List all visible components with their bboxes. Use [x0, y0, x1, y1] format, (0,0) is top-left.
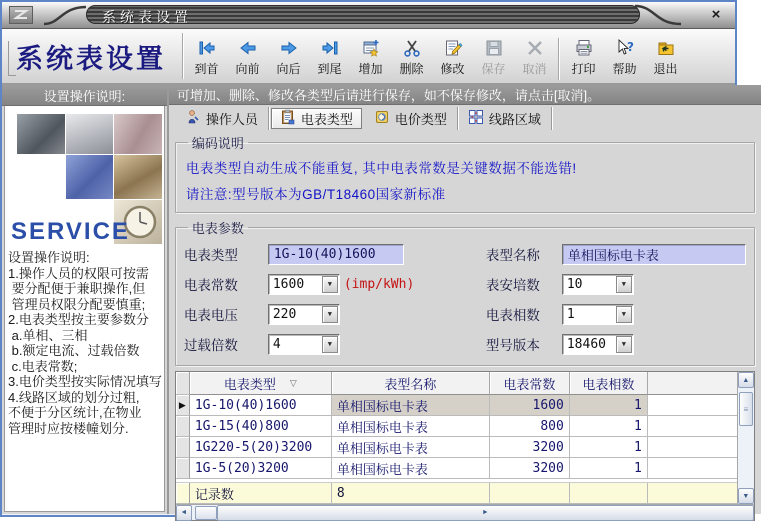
voltage-label: 电表电压 — [183, 308, 238, 323]
scroll-left-icon[interactable]: ◄ — [176, 505, 192, 521]
vertical-scroll-thumb[interactable]: ≡ — [739, 392, 753, 426]
grid-corner-cell — [176, 372, 190, 395]
meter-constant-unit: (imp/kWh) — [343, 276, 415, 292]
grid-header-constant[interactable]: 电表常数 — [490, 372, 570, 395]
dropdown-arrow-icon[interactable]: ▼ — [322, 336, 338, 353]
horizontal-scrollbar[interactable] — [176, 504, 754, 520]
collage-caliper-image — [114, 114, 162, 154]
svg-text:?: ? — [626, 39, 634, 54]
add-icon — [360, 37, 382, 59]
last-icon — [319, 37, 341, 59]
help-icon — [614, 37, 636, 59]
region-diagram-icon — [468, 109, 484, 128]
encoding-groupbox — [175, 133, 755, 213]
record-count-value: 8 — [332, 483, 490, 504]
horizontal-scroll-thumb[interactable] — [195, 506, 217, 520]
model-version-label: 型号版本 — [485, 338, 540, 353]
meter-params-groupbox — [175, 218, 755, 366]
instructions-text: 设置操作说明: 1.操作人员的权限可按需 要分配便于兼职操作,但 管理员权限分配要慎重; 2.电表类型按主要参数分 a.单相、三相 b.额定电流、过载倍数 c.电表常数; 3.电价类型按实际情况填写 4.线路区域的划分过粗, 不便于分区统计,在物业 管理时应按楼幢划分. — [8, 250, 162, 436]
window-title: 系统表设置 — [102, 9, 192, 25]
grid-header-model-name[interactable]: 表型名称 — [332, 372, 490, 395]
header-separator — [182, 33, 184, 79]
next-icon — [278, 37, 300, 59]
overload-select[interactable]: 4 ▼ — [268, 334, 340, 355]
left-panel-content — [4, 106, 165, 512]
scroll-right-icon[interactable]: ► — [217, 505, 754, 521]
add-button[interactable]: 增加 — [350, 37, 391, 77]
table-row[interactable]: 1G-15(40)800 单相国标电卡表 800 1 — [176, 416, 737, 437]
prev-button[interactable]: 向前 — [227, 37, 268, 77]
meter-type-label: 电表类型 — [183, 248, 238, 263]
tab-bar — [169, 105, 761, 130]
dropdown-arrow-icon[interactable]: ▼ — [322, 276, 338, 293]
vertical-scrollbar[interactable] — [737, 372, 754, 504]
app-logo-icon — [9, 6, 33, 24]
print-button[interactable]: 打印 — [563, 37, 604, 77]
collage-money-image — [114, 155, 162, 199]
tab-price-type[interactable]: 电价类型 — [364, 107, 458, 130]
service-label: SERVICE — [11, 218, 130, 245]
overload-label: 过载倍数 — [183, 338, 238, 353]
collage-pen-image — [66, 114, 113, 154]
right-panel — [169, 85, 761, 514]
grid-header-filler — [648, 372, 737, 395]
service-collage-image — [5, 106, 164, 246]
meter-type-grid — [175, 371, 755, 521]
dropdown-arrow-icon[interactable]: ▼ — [616, 336, 632, 353]
edit-button[interactable]: 修改 — [432, 37, 473, 77]
next-button[interactable]: 向后 — [268, 37, 309, 77]
grid-header-row — [176, 372, 737, 395]
collage-keyboard-image — [66, 155, 113, 199]
edit-icon — [442, 37, 464, 59]
table-row[interactable]: 1G220-5(20)3200 单相国标电卡表 3200 1 — [176, 437, 737, 458]
help-button[interactable]: ? 帮助 — [604, 37, 645, 77]
amperage-select[interactable]: 10 ▼ — [562, 274, 634, 295]
model-name-input[interactable]: 单相国标电卡表 — [562, 244, 746, 265]
encoding-note-line2: 请注意:型号版本为GB/T18460国家新标准 — [185, 187, 446, 202]
exit-button[interactable]: 退出 — [645, 37, 686, 77]
sort-desc-icon: ▽ — [289, 377, 297, 388]
tab-line-region[interactable]: 线路区域 — [458, 107, 552, 130]
meter-params-groupbox-title: 电表参数 — [191, 221, 244, 236]
titlebar — [2, 2, 735, 29]
record-count-row — [176, 483, 737, 504]
print-icon — [573, 37, 595, 59]
amperage-label: 表安培数 — [485, 278, 540, 293]
left-panel — [2, 85, 169, 514]
toolbar-separator — [558, 38, 560, 80]
save-icon — [483, 37, 505, 59]
first-button[interactable]: 到首 — [186, 37, 227, 77]
left-panel-header: 设置操作说明: — [2, 85, 167, 106]
meter-constant-select[interactable]: 1600 ▼ — [268, 274, 340, 295]
table-row[interactable]: 1G-5(20)3200 单相国标电卡表 3200 1 — [176, 458, 737, 479]
encoding-groupbox-title: 编码说明 — [191, 136, 244, 151]
notice-bar: 可增加、删除、修改各类型后请进行保存，如不保存修改，请点击[取消]。 — [169, 85, 761, 105]
encoding-note-line1: 电表类型自动生成不能重复, 其中电表常数是关键数据不能选错! — [185, 161, 577, 176]
last-button[interactable]: 到尾 — [309, 37, 350, 77]
cancel-icon — [524, 37, 546, 59]
toolbar — [186, 33, 686, 80]
meter-type-input[interactable]: 1G-10(40)1600 — [268, 244, 404, 265]
scroll-up-icon[interactable]: ▲ — [738, 372, 754, 388]
page-title: 系统表设置 — [2, 37, 180, 76]
phases-label: 电表相数 — [485, 308, 540, 323]
dropdown-arrow-icon[interactable]: ▼ — [616, 306, 632, 323]
delete-icon — [401, 37, 423, 59]
header-band — [2, 29, 735, 85]
scroll-down-icon[interactable]: ▼ — [738, 488, 754, 504]
clipboard-icon — [280, 109, 296, 128]
close-icon[interactable]: × — [711, 6, 721, 23]
tab-meter-type[interactable]: 电表类型 — [271, 108, 362, 129]
record-count-label: 记录数 — [190, 483, 332, 504]
titlebar-swoosh-right — [633, 2, 683, 29]
selected-row-marker-icon: ▶ — [176, 395, 190, 416]
cancel-button[interactable]: 取消 — [514, 37, 555, 77]
save-button[interactable]: 保存 — [473, 37, 514, 77]
dropdown-arrow-icon[interactable]: ▼ — [322, 306, 338, 323]
voltage-select[interactable]: 220 ▼ — [268, 304, 340, 325]
grid-header-phases[interactable]: 电表相数 — [570, 372, 648, 395]
person-icon — [185, 109, 201, 128]
phases-select[interactable]: 1 ▼ — [562, 304, 634, 325]
grid-header-meter-type[interactable]: 电表类型 ▽ — [190, 372, 332, 395]
delete-button[interactable]: 删除 — [391, 37, 432, 77]
model-version-select[interactable]: 18460 ▼ — [562, 334, 634, 355]
dropdown-arrow-icon[interactable]: ▼ — [616, 276, 632, 293]
meter-constant-label: 电表常数 — [183, 278, 238, 293]
tab-operators[interactable]: 操作人员 — [175, 107, 269, 130]
table-row[interactable]: ▶ 1G-10(40)1600 单相国标电卡表 1600 1 — [176, 395, 737, 416]
titlebar-swoosh-left — [42, 2, 88, 29]
prev-icon — [237, 37, 259, 59]
model-name-label: 表型名称 — [485, 248, 540, 263]
collage-tools-image — [17, 114, 65, 154]
first-icon — [196, 37, 218, 59]
price-book-icon — [374, 109, 390, 128]
exit-icon — [655, 37, 677, 59]
